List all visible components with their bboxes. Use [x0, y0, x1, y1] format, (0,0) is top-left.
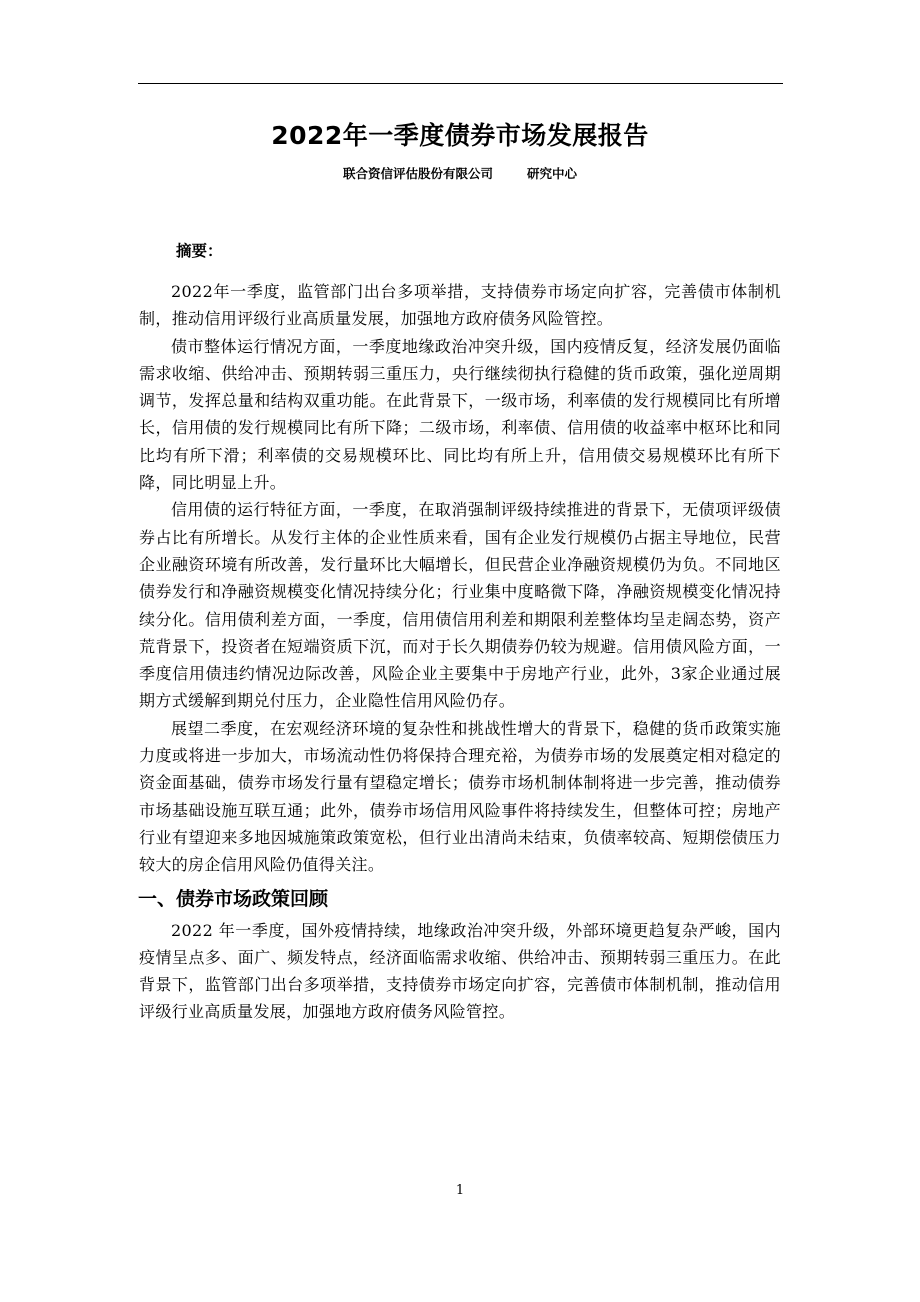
report-title: 2022年一季度债券市场发展报告: [271, 121, 649, 150]
section1-paragraph-1: 2022 年一季度，国外疫情持续，地缘政治冲突升级，外部环境更趋复杂严峻，国内疫情呈点多、面广、频发特点，经济面临需求收缩、供给冲击、预期转弱三重压力。在此背景下，监管部门出台多项举措，支持债券市场定向扩容，完善债市体制机制，推动信用评级行业高质量发展，加强地方政府债务风险管控。: [139, 920, 781, 1022]
abstract-label: 摘要：: [176, 242, 223, 260]
page-number: 1: [455, 1183, 465, 1198]
author-department: 研究中心: [527, 166, 578, 181]
abstract-paragraph-3: 信用债的运行特征方面，一季度，在取消强制评级持续推进的背景下，无债项评级债券占比有所增长。从发行主体的企业性质来看，国有企业发行规模仍占据主导地位，民营企业融资环境有所改善，发行量环比大幅增长，但民营企业净融资规模仍为负。不同地区债券发行和净融资规模变化情况持续分化；行业集中度略微下降，净融资规模变化情况持续分化。信用债利差方面，一季度，信用债信用利差和期限利差整体均呈走阔态势，资产荒背景下，投资者在短端资质下沉，而对于长久期债券仍较为规避。信用债风险方面，一季度信用债违约情况边际改善，风险企业主要集中于房地产行业，此外，3家企业通过展期方式缓解到期兑付压力，企业隐性信用风险仍存。: [139, 500, 781, 711]
author-line: [0, 165, 920, 183]
document-body: [139, 278, 781, 1026]
section-heading-policy-review: 一、债券市场政策回顾: [138, 887, 329, 910]
abstract-paragraph-1: 2022年一季度，监管部门出台多项举措，支持债券市场定向扩容，完善债市体制机制，推动信用评级行业高质量发展，加强地方政府债务风险管控。: [139, 282, 781, 329]
author-organization: 联合资信评估股份有限公司: [342, 166, 493, 181]
abstract-paragraph-4: 展望二季度，在宏观经济环境的复杂性和挑战性增大的背景下，稳健的货币政策实施力度或将进一步加大，市场流动性仍将保持合理充裕，为债券市场的发展奠定相对稳定的资金面基础，债券市场发行量有望稳定增长；债券市场机制体制将进一步完善，推动债券市场基础设施互联互通；此外，债券市场信用风险事件将持续发生，但整体可控；房地产行业有望迎来多地因城施策政策宽松，但行业出清尚未结束，负债率较高、短期偿债压力较大的房企信用风险仍值得关注。: [139, 718, 781, 875]
abstract-paragraph-2: 债市整体运行情况方面，一季度地缘政治冲突升级，国内疫情反复，经济发展仍面临需求收缩、供给冲击、预期转弱三重压力，央行继续彻执行稳健的货币政策，强化逆周期调节，发挥总量和结构双重功能。在此背景下，一级市场，利率债的发行规模同比有所增长，信用债的发行规模同比有所下降；二级市场，利率债、信用债的收益率中枢环比和同比均有所下滑；利率债的交易规模环比、同比均有所上升，信用债交易规模环比有所下降，同比明显上升。: [139, 336, 781, 493]
header-rule: [138, 83, 783, 84]
